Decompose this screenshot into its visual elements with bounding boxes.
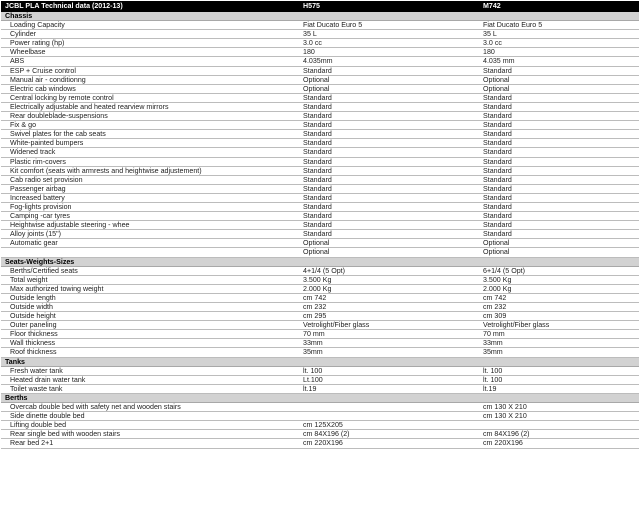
spec-value-model-a [300, 403, 480, 412]
spec-value-model-a: Standard [300, 121, 480, 130]
table-row [1, 321, 639, 330]
table-row [1, 212, 639, 221]
spec-table [1, 1, 639, 449]
section-header-row [1, 357, 639, 366]
spec-label: Passenger airbag [1, 184, 300, 193]
spec-label: Rear bed 2+1 [1, 439, 300, 448]
spec-value-model-a: lt. 100 [300, 366, 480, 375]
spec-value-model-b: Standard [480, 66, 639, 75]
section-title: Tanks [1, 357, 300, 366]
spec-value-model-a: cm 295 [300, 312, 480, 321]
spec-label [1, 248, 300, 257]
table-row [1, 230, 639, 239]
table-row [1, 93, 639, 102]
spec-value-model-a: cm 125X205 [300, 421, 480, 430]
table-row [1, 48, 639, 57]
spec-label: Floor thickness [1, 330, 300, 339]
spec-value-model-b: lt. 100 [480, 375, 639, 384]
spec-value-model-a: Standard [300, 221, 480, 230]
table-row [1, 384, 639, 393]
spec-value-model-a: Standard [300, 230, 480, 239]
spec-value-model-b: cm 130 X 210 [480, 412, 639, 421]
spec-value-model-a: Standard [300, 102, 480, 111]
spec-label: Max authorized towing weight [1, 284, 300, 293]
spec-value-model-b: Standard [480, 230, 639, 239]
spec-value-model-b: 35mm [480, 348, 639, 357]
spec-value-model-a: Standard [300, 184, 480, 193]
spec-label: Power rating (hp) [1, 39, 300, 48]
spec-label: White-painted bumpers [1, 139, 300, 148]
spec-label: Wheelbase [1, 48, 300, 57]
spec-value-model-b: Optional [480, 84, 639, 93]
spec-value-model-b: Standard [480, 93, 639, 102]
section-spacer [300, 357, 480, 366]
table-row [1, 348, 639, 357]
spec-value-model-b: Standard [480, 193, 639, 202]
spec-label: Outer paneling [1, 321, 300, 330]
spec-value-model-b: Standard [480, 121, 639, 130]
spec-label: Roof thickness [1, 348, 300, 357]
spec-value-model-b: cm 84X196 (2) [480, 430, 639, 439]
spec-value-model-b: Fiat Ducato Euro 5 [480, 21, 639, 30]
spec-value-model-b: Optional [480, 75, 639, 84]
spec-value-model-a: Standard [300, 175, 480, 184]
table-row [1, 430, 639, 439]
table-row [1, 312, 639, 321]
spec-value-model-b: 3.0 cc [480, 39, 639, 48]
table-row [1, 84, 639, 93]
spec-value-model-b: Standard [480, 202, 639, 211]
spec-label: Alloy joints (15") [1, 230, 300, 239]
spec-value-model-b: lt.19 [480, 384, 639, 393]
spec-label: Plastic rim-covers [1, 157, 300, 166]
spec-label: Cylinder [1, 30, 300, 39]
table-title: JCBL PLA Technical data (2012-13) [1, 1, 300, 12]
spec-value-model-b: cm 309 [480, 312, 639, 321]
table-row [1, 148, 639, 157]
section-spacer [300, 393, 480, 402]
spec-value-model-a: cm 232 [300, 303, 480, 312]
section-title: Chassis [1, 12, 300, 21]
table-row [1, 275, 639, 284]
table-row [1, 139, 639, 148]
spec-value-model-a: cm 742 [300, 293, 480, 302]
table-row [1, 221, 639, 230]
spec-label: Wall thickness [1, 339, 300, 348]
spec-label: Automatic gear [1, 239, 300, 248]
spec-value-model-b: 4.035 mm [480, 57, 639, 66]
section-spacer [480, 393, 639, 402]
table-row [1, 412, 639, 421]
section-spacer [300, 12, 480, 21]
spec-value-model-a: 3.500 Kg [300, 275, 480, 284]
table-row [1, 184, 639, 193]
spec-value-model-a: Optional [300, 75, 480, 84]
spec-label: Rear doubleblade-suspensions [1, 112, 300, 121]
spec-value-model-b: Standard [480, 102, 639, 111]
spec-label: Kit comfort (seats with armrests and heightwise adjustement) [1, 166, 300, 175]
spec-value-model-a: Standard [300, 193, 480, 202]
table-row [1, 293, 639, 302]
table-row [1, 439, 639, 448]
table-row [1, 403, 639, 412]
spec-value-model-b: Standard [480, 139, 639, 148]
section-header-row [1, 12, 639, 21]
spec-table-body [1, 1, 639, 448]
spec-label: Widened track [1, 148, 300, 157]
spec-label: Fix & go [1, 121, 300, 130]
spec-value-model-a: Standard [300, 130, 480, 139]
spec-label: Central locking by remote control [1, 93, 300, 102]
spec-label: Electrically adjustable and heated rearview mirrors [1, 102, 300, 111]
spec-label: ABS [1, 57, 300, 66]
spec-value-model-b: 180 [480, 48, 639, 57]
spec-value-model-a: Optional [300, 239, 480, 248]
table-row [1, 284, 639, 293]
table-row [1, 102, 639, 111]
table-row [1, 57, 639, 66]
table-row [1, 239, 639, 248]
spec-value-model-b: 6+1/4 (5 Opt) [480, 266, 639, 275]
spec-value-model-a: 33mm [300, 339, 480, 348]
table-row [1, 30, 639, 39]
spec-value-model-b [480, 421, 639, 430]
spec-value-model-b: 3.500 Kg [480, 275, 639, 284]
spec-value-model-b: Standard [480, 184, 639, 193]
table-row [1, 266, 639, 275]
spec-label: Loading Capacity [1, 21, 300, 30]
spec-label: Camping -car tyres [1, 212, 300, 221]
spec-value-model-b: Standard [480, 221, 639, 230]
table-row [1, 303, 639, 312]
table-row [1, 130, 639, 139]
table-row [1, 339, 639, 348]
spec-value-model-b: Standard [480, 148, 639, 157]
table-row [1, 175, 639, 184]
spec-label: Overcab double bed with safety net and wooden stairs [1, 403, 300, 412]
spec-value-model-a: Lt.100 [300, 375, 480, 384]
spec-value-model-a: 3.0 cc [300, 39, 480, 48]
model-b-header: M742 [480, 1, 639, 12]
table-row [1, 39, 639, 48]
spec-value-model-b: cm 130 X 210 [480, 403, 639, 412]
spec-value-model-a: 4+1/4 (5 Opt) [300, 266, 480, 275]
spec-label: Fresh water tank [1, 366, 300, 375]
spec-value-model-b: Standard [480, 130, 639, 139]
table-row [1, 193, 639, 202]
spec-value-model-a: 4.035mm [300, 57, 480, 66]
spec-label: Lifting double bed [1, 421, 300, 430]
spec-label: Cab radio set provision [1, 175, 300, 184]
spec-value-model-a: 35mm [300, 348, 480, 357]
spec-value-model-b: 70 mm [480, 330, 639, 339]
table-row [1, 66, 639, 75]
section-header-row [1, 257, 639, 266]
spec-value-model-a: Standard [300, 139, 480, 148]
spec-label: Toilet waste tank [1, 384, 300, 393]
spec-label: Heightwise adjustable steering - whee [1, 221, 300, 230]
spec-value-model-a: Standard [300, 166, 480, 175]
spec-label: Manual air - conditionng [1, 75, 300, 84]
spec-value-model-a: Optional [300, 248, 480, 257]
spec-value-model-b: cm 742 [480, 293, 639, 302]
spec-label: Outside length [1, 293, 300, 302]
section-title: Seats-Weights-Sizes [1, 257, 300, 266]
spec-label: Swivel plates for the cab seats [1, 130, 300, 139]
table-row [1, 202, 639, 211]
spec-label: Outside height [1, 312, 300, 321]
spec-value-model-b: Optional [480, 239, 639, 248]
spec-value-model-b: Optional [480, 248, 639, 257]
spec-value-model-a: cm 220X196 [300, 439, 480, 448]
section-spacer [480, 12, 639, 21]
title-row [1, 1, 639, 12]
spec-value-model-a: Standard [300, 157, 480, 166]
spec-value-model-a: 70 mm [300, 330, 480, 339]
table-row [1, 166, 639, 175]
spec-value-model-b: 35 L [480, 30, 639, 39]
spec-label: Total weight [1, 275, 300, 284]
spec-value-model-b: Standard [480, 157, 639, 166]
spec-value-model-a: lt.19 [300, 384, 480, 393]
spec-value-model-a: Standard [300, 212, 480, 221]
section-spacer [480, 257, 639, 266]
table-row [1, 366, 639, 375]
section-spacer [480, 357, 639, 366]
spec-value-model-b: lt. 100 [480, 366, 639, 375]
spec-value-model-a: Standard [300, 202, 480, 211]
spec-value-model-a: Standard [300, 93, 480, 102]
spec-label: Heated drain water tank [1, 375, 300, 384]
table-row [1, 421, 639, 430]
spec-value-model-b: cm 220X196 [480, 439, 639, 448]
spec-label: Electric cab windows [1, 84, 300, 93]
table-row [1, 330, 639, 339]
table-row [1, 112, 639, 121]
spec-value-model-a: 35 L [300, 30, 480, 39]
spec-value-model-b: cm 232 [480, 303, 639, 312]
section-header-row [1, 393, 639, 402]
spec-value-model-a: 2.000 Kg [300, 284, 480, 293]
spec-value-model-a: Fiat Ducato Euro 5 [300, 21, 480, 30]
spec-value-model-a: 180 [300, 48, 480, 57]
spec-label: Rear single bed with wooden stairs [1, 430, 300, 439]
table-row [1, 21, 639, 30]
spec-value-model-a: Standard [300, 112, 480, 121]
spec-value-model-b: Vetrolight/Fiber glass [480, 321, 639, 330]
spec-value-model-b: Standard [480, 112, 639, 121]
spec-value-model-a: Vetrolight/Fiber glass [300, 321, 480, 330]
table-row [1, 75, 639, 84]
spec-label: Increased battery [1, 193, 300, 202]
table-row [1, 121, 639, 130]
spec-value-model-b: Standard [480, 175, 639, 184]
table-row [1, 157, 639, 166]
spec-value-model-b: Standard [480, 212, 639, 221]
table-row [1, 248, 639, 257]
section-spacer [300, 257, 480, 266]
section-title: Berths [1, 393, 300, 402]
spec-value-model-a: Standard [300, 66, 480, 75]
spec-value-model-b: 33mm [480, 339, 639, 348]
spec-value-model-b: Standard [480, 166, 639, 175]
spec-value-model-a: Optional [300, 84, 480, 93]
spec-label: Outside width [1, 303, 300, 312]
spec-label: Berths/Certified seats [1, 266, 300, 275]
spec-label: Side dinette double bed [1, 412, 300, 421]
spec-value-model-a [300, 412, 480, 421]
table-row [1, 375, 639, 384]
spec-value-model-b: 2.000 Kg [480, 284, 639, 293]
spec-label: Fog-lights provision [1, 202, 300, 211]
spec-value-model-a: cm 84X196 (2) [300, 430, 480, 439]
model-a-header: H575 [300, 1, 480, 12]
spec-label: ESP + Cruise control [1, 66, 300, 75]
spec-value-model-a: Standard [300, 148, 480, 157]
